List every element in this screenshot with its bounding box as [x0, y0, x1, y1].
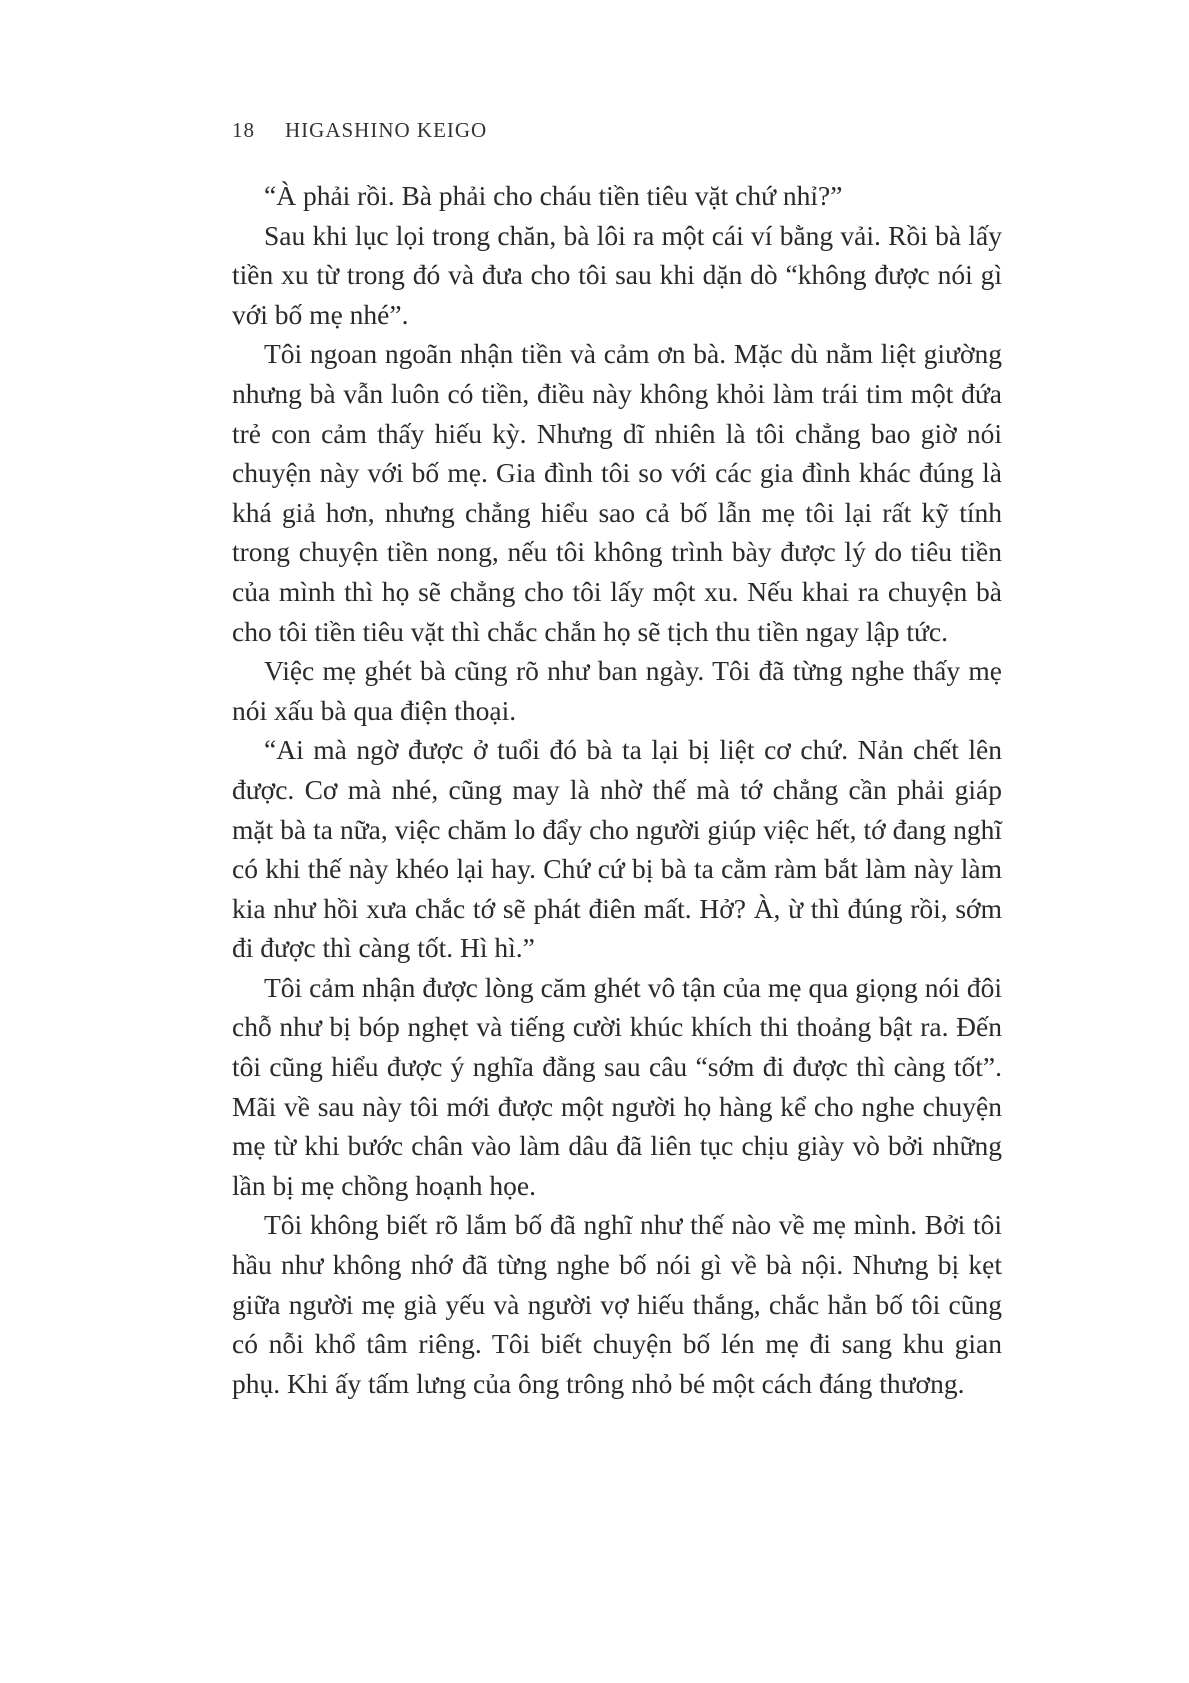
paragraph: Tôi cảm nhận được lòng căm ghét vô tận của mẹ qua giọng nói đôi chỗ như bị bóp nghẹt và tiếng cười khúc khích thi thoảng bật ra. Đến tôi cũng hiểu được ý nghĩa đằng sau câu “sớm đi được thì càng tốt”. Mãi về sau này tôi mới được một người họ hàng kể cho nghe chuyện mẹ từ khi bước chân vào làm dâu đã liên tục chịu giày vò bởi những lần bị mẹ chồng hoạnh họe.: [232, 971, 1002, 1201]
page-number: 18: [232, 118, 255, 142]
running-header: [232, 118, 487, 143]
paragraph: Tôi ngoan ngoãn nhận tiền và cảm ơn bà. Mặc dù nằm liệt giường nhưng bà vẫn luôn có tiền, điều này không khỏi làm trái tim một đứa trẻ con cảm thấy hiếu kỳ. Nhưng dĩ nhiên là tôi chẳng bao giờ nói chuyện này với bố mẹ. Gia đình tôi so với các gia đình khác đúng là khá giả hơn, nhưng chẳng hiểu sao cả bố lẫn mẹ tôi lại rất kỹ tính trong chuyện tiền nong, nếu tôi không trình bày được lý do tiêu tiền của mình thì họ sẽ chẳng cho tôi lấy một xu. Nếu khai ra chuyện bà cho tôi tiền tiêu vặt thì chắc chắn họ sẽ tịch thu tiền ngay lập tức.: [232, 338, 1002, 647]
paragraph: Việc mẹ ghét bà cũng rõ như ban ngày. Tôi đã từng nghe thấy mẹ nói xấu bà qua điện thoại.: [232, 655, 1002, 726]
page-body: [232, 176, 1002, 1403]
paragraph: “Ai mà ngờ được ở tuổi đó bà ta lại bị liệt cơ chứ. Nản chết lên được. Cơ mà nhé, cũng may là nhờ thế mà tớ chẳng cần phải giáp mặt bà ta nữa, việc chăm lo đẩy cho người giúp việc hết, tớ đang nghĩ có khi thế này khéo lại hay. Chứ cứ bị bà ta cằm ràm bắt làm này làm kia như hồi xưa chắc tớ sẽ phát điên mất. Hở? À, ừ thì đúng rồi, sớm đi được thì càng tốt. Hì hì.”: [232, 734, 1002, 964]
paragraph: Tôi không biết rõ lắm bố đã nghĩ như thế nào về mẹ mình. Bởi tôi hầu như không nhớ đã từng nghe bố nói gì về bà nội. Nhưng bị kẹt giữa người mẹ già yếu và người vợ hiếu thắng, chắc hẳn bố tôi cũng có nỗi khổ tâm riêng. Tôi biết chuyện bố lén mẹ đi sang khu gian phụ. Khi ấy tấm lưng của ông trông nhỏ bé một cách đáng thương.: [232, 1209, 1002, 1399]
paragraph: “À phải rồi. Bà phải cho cháu tiền tiêu vặt chứ nhỉ?”: [264, 180, 843, 211]
author-name: HIGASHINO KEIGO: [285, 118, 488, 142]
paragraph: Sau khi lục lọi trong chăn, bà lôi ra một cái ví bằng vải. Rồi bà lấy tiền xu từ trong đó và đưa cho tôi sau khi dặn dò “không được nói gì với bố mẹ nhé”.: [232, 219, 1002, 330]
